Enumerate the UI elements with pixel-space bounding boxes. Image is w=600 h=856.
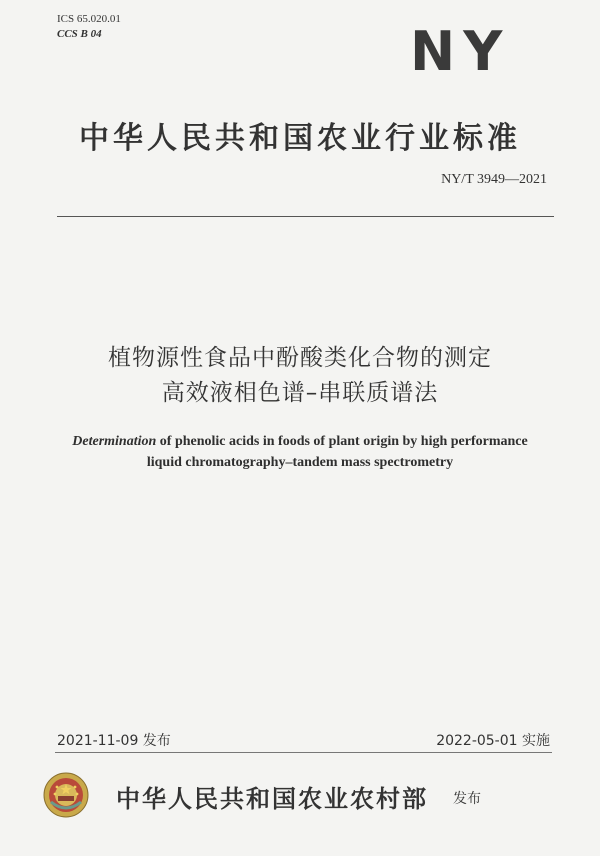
title-english-rest: of phenolic acids in foods of plant origin by high performance (156, 434, 528, 449)
implementation-date: 2022-05-01 实施 (436, 733, 550, 749)
title-chinese-line1: 植物源性食品中酚酸类化合物的测定 (108, 345, 492, 371)
issue-date: 2021-11-09 发布 (57, 733, 171, 749)
publisher-name: 中华人民共和国农业农村部 (116, 785, 428, 813)
title-chinese-line2: 高效液相色谱–串联质谱法 (161, 380, 439, 406)
ccs-code: CCS B 04 (57, 28, 102, 40)
industry-standard-title: 中华人民共和国农业行业标准 (79, 121, 521, 156)
ny-logo: NY (410, 20, 511, 83)
footer-divider (55, 752, 552, 753)
header-divider (57, 216, 554, 217)
title-english-line1 (0, 434, 600, 450)
publish-label: 发布 (453, 791, 481, 807)
national-emblem-icon (43, 772, 89, 818)
title-english-line2: liquid chromatography–tandem mass spectrometry (146, 455, 454, 470)
title-english-italic: Determination (72, 434, 157, 449)
ics-code: ICS 65.020.01 (57, 13, 121, 25)
standard-number: NY/T 3949—2021 (441, 172, 547, 187)
